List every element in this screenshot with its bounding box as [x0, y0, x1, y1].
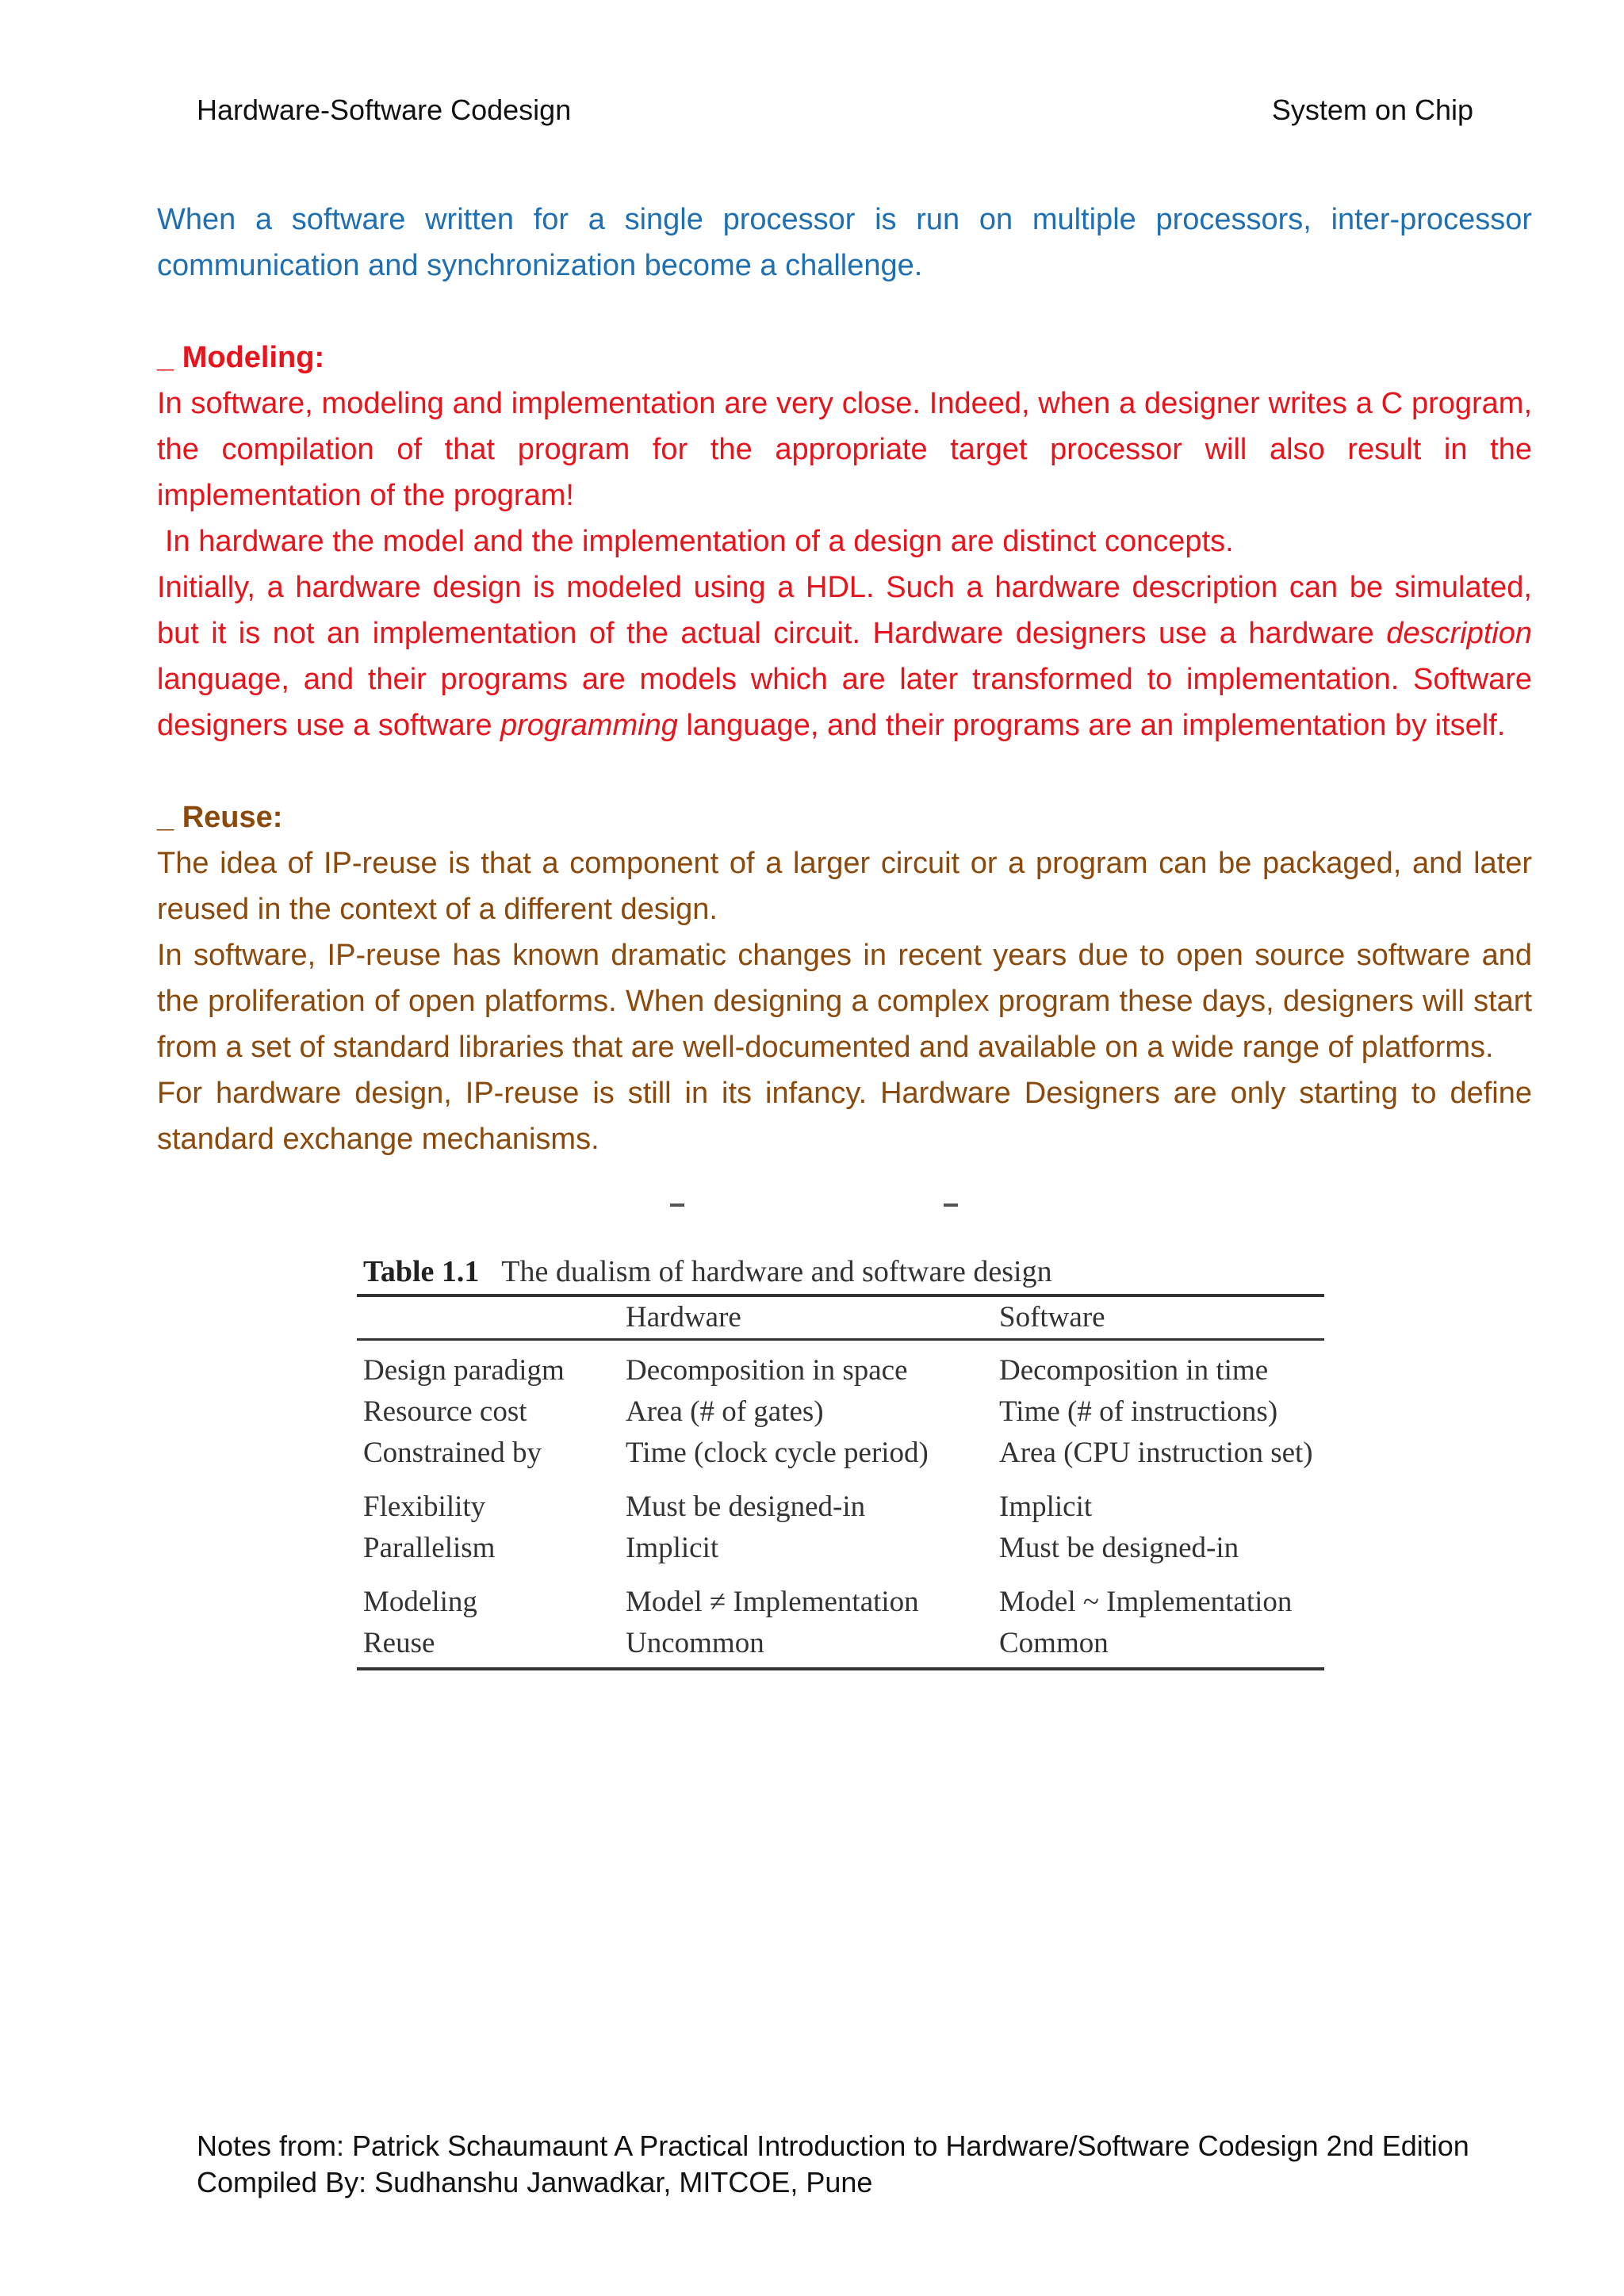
header-left-title: Hardware-Software Codesign: [197, 94, 572, 126]
table-cell: Must be designed-in: [999, 1532, 1239, 1564]
table-header-row: [357, 1295, 1324, 1340]
table-row: [357, 1433, 1324, 1477]
table-cell: Model ≠ Implementation: [626, 1586, 919, 1618]
table-cell: Time (# of instructions): [999, 1395, 1278, 1428]
dualism-table: [357, 1294, 1324, 1670]
modeling-p3-part-a: Initially, a hardware design is modeled using a HDL. Such a hardware description can be simulated, but it is not an implementation of the actual circuit. Hardware designers use a hardware: [157, 571, 1532, 650]
table-cell: Must be designed-in: [626, 1490, 866, 1523]
table-row: [357, 1477, 1324, 1528]
table-cell: Uncommon: [626, 1627, 764, 1659]
table-row: [357, 1623, 1324, 1669]
scan-marks: [670, 1203, 963, 1211]
reuse-paragraph-1: The idea of IP-reuse is that a component of a larger circuit or a program can be packaged, and later reused in the context of a different design.: [157, 847, 1532, 926]
dualism-table-figure: [357, 1254, 1324, 1670]
header-right-title: System on Chip: [1271, 94, 1473, 126]
table-caption: [363, 1254, 1324, 1289]
table-header-cell: Software: [999, 1301, 1105, 1334]
reuse-paragraph-2: In software, IP-reuse has known dramatic changes in recent years due to open source software and the proliferation of open platforms. When designing a complex program these days, designers will start from a set of standard libraries that are well-documented and available on a wide range of platforms.: [157, 939, 1532, 1064]
intro-paragraph: When a software written for a single processor is run on multiple processors, inter-processor communication and synchronization become a challenge.: [157, 203, 1532, 282]
table-cell: Decomposition in space: [626, 1354, 908, 1387]
table-cell: Model ~ Implementation: [999, 1586, 1293, 1618]
table-cell: Time (clock cycle period): [626, 1437, 929, 1469]
modeling-p3-emphasis-programming: programming: [500, 709, 678, 742]
footer-source-line: Notes from: Patrick Schaumaunt A Practical Introduction to Hardware/Software Codesign 2nd Edition: [197, 2130, 1469, 2162]
table-cell: Reuse: [363, 1627, 435, 1659]
table-cell: Area (# of gates): [626, 1395, 824, 1428]
scan-mark-left: [670, 1203, 684, 1207]
page-content: [157, 197, 1532, 1162]
table-header-cell: [357, 1295, 619, 1340]
scan-mark-right: [944, 1203, 958, 1207]
table-header-cell: Hardware: [626, 1301, 741, 1334]
table-cell: Parallelism: [363, 1532, 496, 1564]
table-row: [357, 1572, 1324, 1623]
footer-compiled-line: Compiled By: Sudhanshu Janwadkar, MITCOE, Pune: [197, 2166, 873, 2198]
page-header: [197, 94, 1473, 133]
modeling-p3-part-b: language, and their programs are models which are later transformed to implementation. Software designers use a software: [157, 663, 1532, 742]
reuse-paragraph-3: For hardware design, IP-reuse is still in its infancy. Hardware Designers are only starting to define standard exchange mechanisms.: [157, 1077, 1532, 1156]
table-cell: Design paradigm: [363, 1354, 565, 1387]
modeling-paragraph-3: [157, 564, 1532, 748]
table-cell: Common: [999, 1627, 1109, 1659]
table-cell: Constrained by: [363, 1437, 542, 1469]
table-caption-label: Table 1.1: [363, 1255, 480, 1288]
table-cell: Flexibility: [363, 1490, 486, 1523]
modeling-p3-part-c: language, and their programs are an implementation by itself.: [677, 709, 1506, 742]
table-row: [357, 1340, 1324, 1392]
table-cell: Implicit: [626, 1532, 719, 1564]
table-row: [357, 1528, 1324, 1572]
table-cell: Area (CPU instruction set): [999, 1437, 1313, 1469]
modeling-p3-emphasis-description: description: [1386, 617, 1532, 650]
modeling-paragraph-1: In software, modeling and implementation are very close. Indeed, when a designer writes a C program, the compilation of that program for the appropriate target processor will also result in the implementation of the program!: [157, 387, 1532, 512]
table-cell: Decomposition in time: [999, 1354, 1269, 1387]
table-cell: Implicit: [999, 1490, 1093, 1523]
reuse-heading: _ Reuse:: [157, 801, 283, 834]
table-cell: Modeling: [363, 1586, 477, 1618]
modeling-heading: _ Modeling:: [157, 341, 325, 374]
table-row: [357, 1391, 1324, 1433]
table-cell: Resource cost: [363, 1395, 527, 1428]
modeling-paragraph-2: In hardware the model and the implementation of a design are distinct concepts.: [165, 525, 1234, 558]
page-footer: [197, 2128, 1469, 2201]
table-caption-text: The dualism of hardware and software design: [501, 1255, 1052, 1288]
